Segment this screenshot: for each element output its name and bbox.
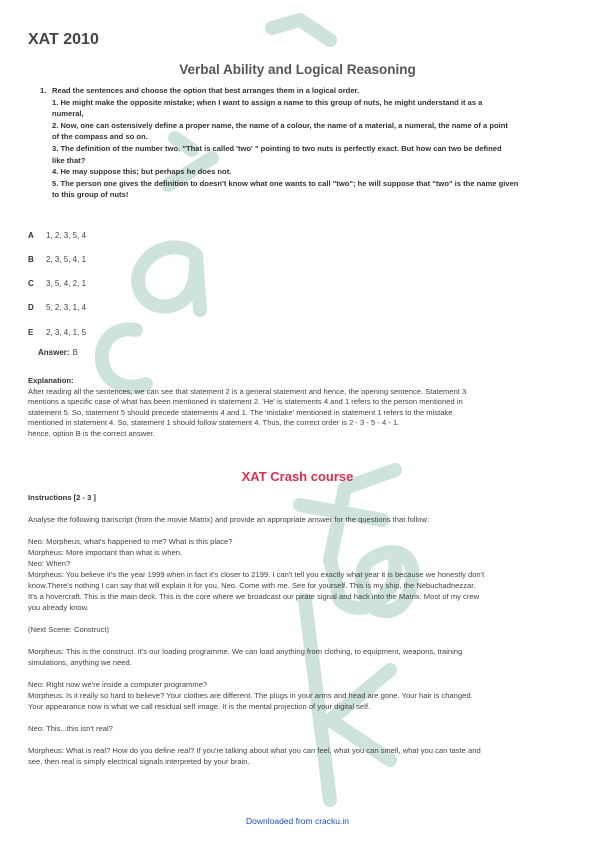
question-statement-line: 4. He may suppose this; but perhaps he does not. — [52, 167, 232, 177]
transcript-line: Your appearance now is what we call residual self image. It is the mental projection of your digital self. — [28, 702, 371, 711]
question-statement-line: numeral, — [52, 109, 84, 119]
crash-course-link[interactable]: XAT Crash course — [241, 469, 354, 484]
question-statement-line: 3. The definition of the number two. "That is called 'two' " pointing to two nuts is perfectly exact. But how can two be defined — [52, 143, 502, 153]
question-intro-text: Read the sentences and choose the option that best arranges them in a logical order. — [52, 86, 360, 95]
option-letter: B — [28, 255, 34, 264]
option-text: 2, 3, 4, 1, 5 — [46, 328, 87, 337]
transcript-paragraph — [28, 646, 568, 668]
explanation-block — [28, 376, 568, 440]
transcript-line: Neo: Right now we're inside a computer programme? — [28, 680, 208, 689]
option-d[interactable] — [28, 303, 86, 312]
transcript-block — [28, 514, 568, 778]
transcript-line: simulations, anything we need. — [28, 658, 132, 667]
option-text: 3, 5, 4, 2, 1 — [46, 279, 87, 288]
transcript-line: Analyse the following transcript (from the movie Matrix) and provide an appropriate answer for the questions that follow: — [28, 515, 429, 524]
transcript-line: you already know. — [28, 603, 89, 612]
option-letter: D — [28, 303, 34, 312]
question-intro — [40, 85, 568, 97]
answer-label: Answer: — [38, 348, 70, 357]
transcript-paragraph — [28, 723, 568, 734]
option-b[interactable] — [28, 255, 86, 264]
transcript-paragraph — [28, 679, 568, 712]
option-e[interactable] — [28, 328, 86, 337]
transcript-paragraph — [28, 514, 568, 525]
footer-download-link[interactable]: Downloaded from cracku.in — [246, 816, 349, 826]
exam-title: XAT 2010 — [28, 31, 99, 48]
transcript-line: (Next Scene: Construct) — [28, 625, 110, 634]
transcript-line: Morpheus: Is it really so hard to believe? Your clothes are different. The plugs in your arms and head are gone. Your hair is changed. — [28, 691, 473, 700]
option-letter: A — [28, 231, 34, 240]
transcript-line: It's a hovercraft. This is the main deck. This is the core where we broadcast our pirate signal and hack into the Matrix. Most of my crew — [28, 592, 480, 601]
transcript-line: Morpheus: What is real? How do you define real? If you're talking about what you can feel, what you can smell, what you can taste and — [28, 746, 481, 755]
option-text: 2, 3, 5, 4, 1 — [46, 255, 87, 264]
transcript-line: Morpheus: You believe it's the year 1999 when in fact it's closer to 2199. I can't tell you exactly what year it is because we honestly don't — [28, 570, 485, 579]
question-statement-line: of the compass and so on. — [52, 132, 148, 142]
transcript-line: Morpheus: More important than what is when. — [28, 548, 183, 557]
option-letter: E — [28, 328, 34, 337]
option-a[interactable] — [28, 231, 86, 240]
question-statement-line: 1. He might make the opposite mistake; when I want to assign a name to this group of nuts, he might understand it as a — [52, 97, 483, 107]
question-statement-line: 2. Now, one can ostensively define a proper name, the name of a colour, the name of a material, a numeral, the name of a point — [52, 120, 508, 130]
transcript-paragraph — [28, 745, 568, 767]
transcript-line: Neo: This...this isn't real? — [28, 724, 113, 733]
option-c[interactable] — [28, 279, 86, 288]
transcript-line: Neo: When? — [28, 559, 71, 568]
instructions-heading: Instructions [2 - 3 ] — [28, 493, 96, 502]
option-text: 1, 2, 3, 5, 4 — [46, 231, 87, 240]
section-title: Verbal Ability and Logical Reasoning — [179, 62, 416, 77]
option-text: 5, 2, 3, 1, 4 — [46, 303, 87, 312]
question-statement-line: like that? — [52, 155, 86, 165]
answer-value: B — [72, 348, 78, 357]
question-number: 1. — [40, 86, 47, 95]
explanation-line: mentioned in statement 4. So, statement 1 should follow statement 4. Thus, the correct order is 2 - 3 - 5 - 4 - 1. — [28, 418, 400, 428]
answer-line — [38, 348, 78, 357]
explanation-line: mentions a specific case of what has been mentioned in statement 2. 'He' is statements 4 and 1 refers to the person mentioned in — [28, 397, 463, 407]
explanation-line: hence, option B is the correct answer. — [28, 428, 155, 438]
explanation-line: statement 5. So, statement 5 should precede statements 4 and 1. The 'mistake' mentioned in statement 1 refers to the mistake — [28, 407, 453, 417]
transcript-line: Neo: Morpheus, what's happened to me? What is this place? — [28, 537, 233, 546]
question-block — [40, 85, 568, 201]
transcript-paragraph — [28, 624, 568, 635]
transcript-paragraph — [28, 536, 568, 613]
explanation-line: After reading all the sentences, we can see that statement 2 is a general statement and hence, the opening sentence. Statement 3 — [28, 386, 467, 396]
option-letter: C — [28, 279, 34, 288]
transcript-line: know.There's nothing I can say that will explain it for you, Neo. Come with me. See for yourself. This is my ship, the Nebuchadnezzar. — [28, 581, 476, 590]
question-statement-line: 5. The person one gives the definition to doesn't know what one wants to call "two"; he will suppose that "two" is the name given — [52, 178, 519, 188]
transcript-line: see, then real is simply electrical signals interpreted by your brain. — [28, 757, 250, 766]
transcript-line: Morpheus: This is the construct. It's our loading programme. We can load anything from clothing, to equipment, weapons, training — [28, 647, 463, 656]
explanation-heading: Explanation: — [28, 376, 74, 385]
question-statement-line: to this group of nuts! — [52, 190, 129, 200]
